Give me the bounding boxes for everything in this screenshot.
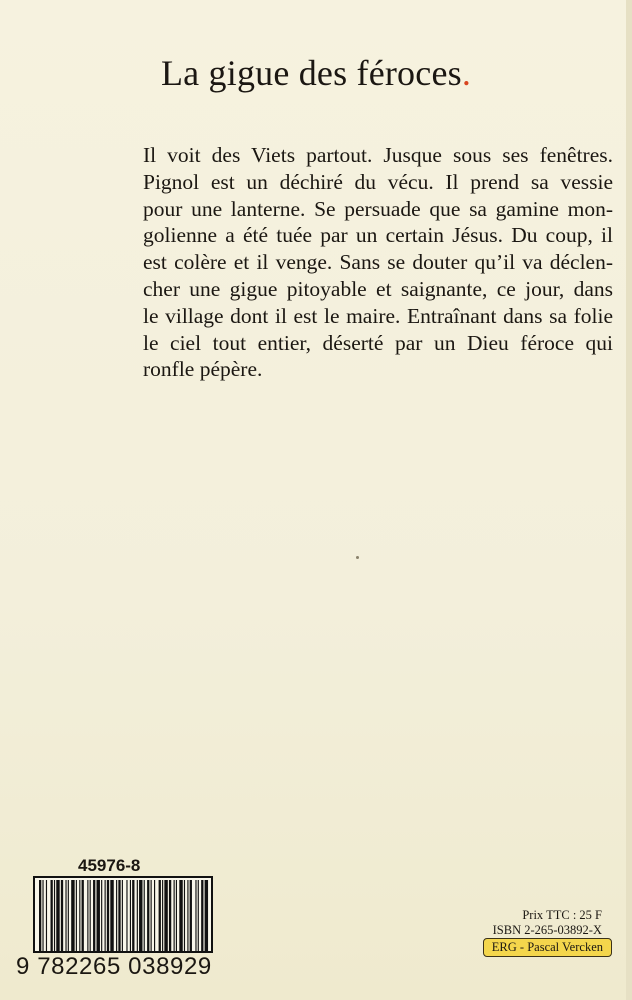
barcode-bar bbox=[68, 880, 69, 951]
blurb-line: le ciel tout entier, déserté par un Dieu féroce qui bbox=[143, 330, 613, 355]
barcode-bars bbox=[37, 880, 209, 951]
barcode-bar bbox=[105, 880, 106, 951]
title-red-dot: . bbox=[461, 53, 472, 93]
cover-credit-badge: ERG - Pascal Vercken bbox=[483, 938, 612, 957]
barcode-bar bbox=[162, 880, 163, 951]
barcode-bar bbox=[154, 880, 155, 951]
barcode-bar bbox=[164, 880, 167, 951]
barcode-bar bbox=[132, 880, 134, 951]
barcode-bar bbox=[61, 880, 63, 951]
barcode-bar bbox=[176, 880, 177, 951]
barcode-bar bbox=[130, 880, 131, 951]
blurb-paragraph bbox=[143, 142, 613, 383]
barcode-bar bbox=[179, 880, 182, 951]
barcode-bar bbox=[147, 880, 149, 951]
barcode-bar bbox=[139, 880, 142, 951]
price-label: Prix TTC : 25 F bbox=[522, 908, 602, 922]
barcode-bar bbox=[169, 880, 171, 951]
blurb-line: Pignol est un déchiré du vécu. Il prend sa vessie bbox=[143, 169, 613, 194]
barcode-bar bbox=[79, 880, 80, 951]
barcode-digits: 9 782265 038929 bbox=[16, 953, 212, 980]
barcode-bar bbox=[151, 880, 152, 951]
blurb-line: cher une gigue pitoyable et saignante, ce jour, dans bbox=[143, 276, 613, 301]
barcode-bar bbox=[90, 880, 91, 951]
blurb-line: est colère et il venge. Sans se douter qu’il va déclen- bbox=[143, 250, 613, 275]
barcode-bar bbox=[184, 880, 185, 951]
blurb-line: pour une lanterne. Se persuade que sa gamine mon- bbox=[143, 196, 613, 221]
barcode-bar bbox=[93, 880, 95, 951]
barcode-bar bbox=[174, 880, 175, 951]
barcode-bar bbox=[46, 880, 47, 951]
barcode-bar bbox=[110, 880, 113, 951]
barcode-bar bbox=[118, 880, 120, 951]
blurb-line: golienne a été tuée par un certain Jésus. Du coup, il bbox=[143, 223, 613, 248]
barcode-bar bbox=[65, 880, 66, 951]
barcode-bar bbox=[76, 880, 77, 951]
book-title bbox=[0, 52, 632, 94]
barcode-bar bbox=[116, 880, 117, 951]
barcode-bar bbox=[71, 880, 74, 951]
book-title-text: La gigue des féroces bbox=[160, 53, 462, 93]
barcode-bar bbox=[159, 880, 161, 951]
barcode-bar bbox=[122, 880, 123, 951]
isbn-label: ISBN 2-265-03892-X bbox=[492, 923, 602, 937]
paper-speck bbox=[356, 556, 359, 559]
barcode-bar bbox=[195, 880, 196, 951]
barcode-bar bbox=[51, 880, 53, 951]
barcode-bar bbox=[107, 880, 109, 951]
barcode bbox=[33, 876, 213, 953]
blurb-line: ronfle pépère. bbox=[143, 357, 263, 382]
barcode-bar bbox=[56, 880, 59, 951]
barcode-bar bbox=[39, 880, 41, 951]
barcode-bar bbox=[201, 880, 203, 951]
barcode-bar bbox=[190, 880, 192, 951]
barcode-bar bbox=[137, 880, 138, 951]
barcode-bar bbox=[198, 880, 199, 951]
barcode-bar bbox=[101, 880, 102, 951]
barcode-bar bbox=[97, 880, 100, 951]
barcode-bar bbox=[205, 880, 208, 951]
price-block bbox=[493, 908, 602, 938]
blurb-line: le village dont il est le maire. Entraînant dans sa folie bbox=[143, 303, 613, 328]
barcode-bar bbox=[87, 880, 88, 951]
barcode-bar bbox=[144, 880, 145, 951]
barcode-bar bbox=[82, 880, 84, 951]
barcode-bar bbox=[54, 880, 55, 951]
barcode-bar bbox=[42, 880, 43, 951]
barcode-bar bbox=[126, 880, 127, 951]
barcode-code-number: 45976-8 bbox=[78, 856, 141, 875]
barcode-bar bbox=[187, 880, 188, 951]
blurb-line: Il voit des Viets partout. Jusque sous ses fenêtres. bbox=[143, 143, 613, 167]
